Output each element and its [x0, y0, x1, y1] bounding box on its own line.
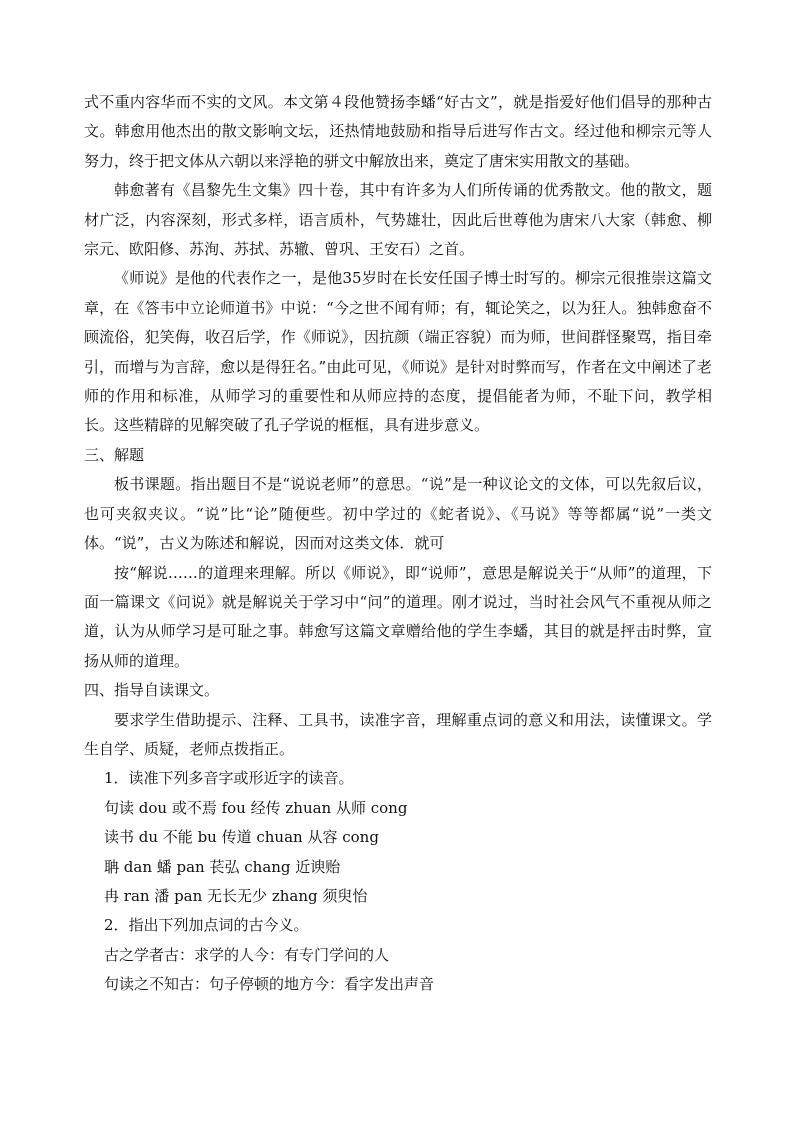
paragraph-self-reading-requirements: 要求学生借助提示、注释、工具书，读准字音，理解重点词的意义和用法，读懂课文。学生自学、质疑，老师点拨指正。 [84, 710, 712, 758]
pronunciation-line-2: 读书 du 不能 bu 传道 chuan 从容 cong [104, 828, 379, 847]
section-heading-title-explanation: 三、解题 [84, 445, 145, 464]
pronunciation-line-1: 句读 dou 或不焉 fou 经传 zhuan 从师 cong [104, 798, 408, 817]
meaning-line-1: 古之学者古：求学的人今：有专门学问的人 [104, 945, 390, 964]
paragraph-title-explanation-1: 板书课题。指出题目不是“说说老师”的意思。“说”是一种议论文的文体，可以先叙后议，也可夹叙夹议。“说”比“论”随便些。初中学过的《蛇者说》、《马说》等等都属“说”一类文体。“说”，古义为陈述和解说，因而对这类文体．就可 [84, 475, 712, 553]
meaning-line-2: 句读之不知古：句子停顿的地方今：看字发出声音 [104, 975, 435, 994]
document-page [84, 88, 712, 1000]
paragraph-han-yu-works: 韩愈著有《昌黎先生文集》四十卷，其中有许多为人们所传诵的优秀散文。他的散文，题材广泛，内容深刻，形式多样，语言质朴，气势雄壮，因此后世尊他为唐宋八大家（韩愈、柳宗元、欧阳修、苏洵、苏拭、苏辙、曾巩、王安石）之首。 [84, 181, 712, 259]
paragraph-shi-shuo-background: 《师说》是他的代表作之一，是他35岁时在长安任国子博士时写的。柳宗元很推崇这篇文章，在《答韦中立论师道书》中说：“今之世不闻有师；有，辄论笑之，以为狂人。独韩愈奋不顾流俗，犯笑侮，收召后学，作《师说》，因抗颜（端正容貌）而为师，世间群怪聚骂，指目牵引，而增与为言辞，愈以是得狂名。”由此可见，《师说》是针对时弊而写，作者在文中阐述了老师的作用和标准，从师学习的重要性和从师应持的态度，提倡能者为师，不耻下问，教学相长。这些精辟的见解突破了孔子学说的框框，具有进步意义。 [84, 269, 712, 435]
item-pronunciation-title: 1．读准下列多音字或形近字的读音。 [104, 769, 354, 788]
pronunciation-line-4: 冉 ran 潘 pan 无长无少 zhang 须臾怡 [104, 886, 368, 905]
section-heading-self-reading: 四、指导自读课文。 [84, 681, 220, 700]
paragraph-han-yu-style: 式不重内容华而不实的文风。本文第４段他赞扬李蟠“好古文”，就是指爱好他们倡导的那种古文。韩愈用他杰出的散文影响文坛，还热情地鼓励和指导后进写作古文。经过他和柳宗元等人努力，终于把文体从六朝以来浮艳的骈文中解放出来，奠定了唐宋实用散文的基础。 [84, 93, 712, 170]
pronunciation-line-3: 聃 dan 蟠 pan 苌弘 chang 近谀贻 [104, 857, 341, 876]
paragraph-title-explanation-2: 按“解说……的道理来理解。所以《师说》，即“说师”，意思是解说关于“从师”的道理，下面一篇课文《问说》就是解说关于学习中“问”的道理。刚才说过，当时社会风气不重视从师之道，认为从师学习是可耻之事。韩愈写这篇文章赠给他的学生李蟠，其目的就是抨击时弊，宣扬从师的道理。 [84, 563, 712, 670]
item-ancient-modern-meaning-title: 2．指出下列加点词的古今义。 [104, 916, 309, 935]
